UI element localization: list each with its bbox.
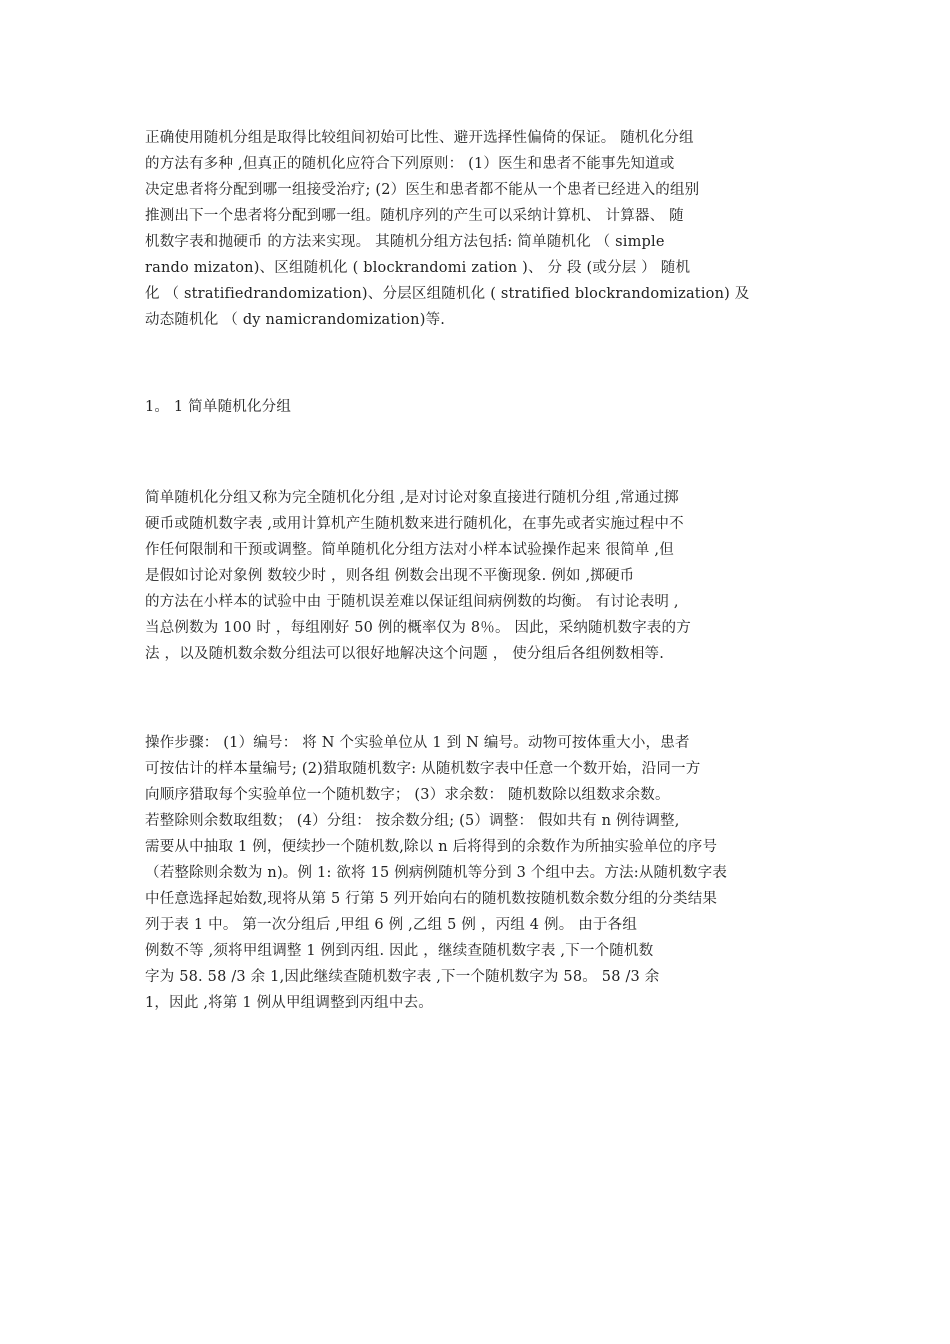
paragraph-intro xyxy=(145,125,810,333)
text-line: 需要从中抽取 1 例，便续抄一个随机数,除以 n 后将得到的余数作为所抽实验单位的序号 xyxy=(145,839,718,855)
text-line: 可按估计的样本量编号; (2)猎取随机数字: 从随机数字表中任意一个数开始，沿同一方 xyxy=(145,761,701,777)
text-line: 机数字表和抛硬币 的方法来实现。 其随机分组方法包括: 简单随机化 （ simple xyxy=(145,234,665,250)
text-line: 1，因此 ,将第 1 例从甲组调整到丙组中去。 xyxy=(145,995,433,1011)
section-heading-text: 1。 1 简单随机化分组 xyxy=(145,399,292,415)
section-heading xyxy=(145,394,810,420)
text-line: 动态随机化 （ dy namicrandomization)等. xyxy=(145,312,446,328)
text-line: 正确使用随机分组是取得比较组间初始可比性、避开选择性偏倚的保证。 随机化分组 xyxy=(145,130,694,146)
text-line: 化 （ stratifiedrandomization)、分层区组随机化 ( stratified blockrandomization) 及 xyxy=(145,286,750,302)
text-line: 中任意选择起始数,现将从第 5 行第 5 列开始向右的随机数按随机数余数分组的分类结果 xyxy=(145,891,718,907)
text-line: 的方法在小样本的试验中由 于随机误差难以保证组间病例数的均衡。 有讨论表明 , xyxy=(145,594,679,610)
paragraph-simple-randomization xyxy=(145,485,810,667)
text-line: 法 ，以及随机数余数分组法可以很好地解决这个问题 ， 使分组后各组例数相等. xyxy=(145,646,665,662)
text-line: 是假如讨论对象例 数较少时 ，则各组 例数会出现不平衡现象. 例如 ,掷硬币 xyxy=(145,568,635,584)
text-line: 简单随机化分组又称为完全随机化分组 ,是对讨论对象直接进行随机分组 ,常通过掷 xyxy=(145,490,679,506)
text-line: 决定患者将分配到哪一组接受治疗; (2）医生和患者都不能从一个患者已经进入的组别 xyxy=(145,182,700,198)
text-line: 的方法有多种 ,但真正的随机化应符合下列原则： (1）医生和患者不能事先知道或 xyxy=(145,156,675,172)
text-line: 作任何限制和干预或调整。简单随机化分组方法对小样本试验操作起来 很简单 ,但 xyxy=(145,542,674,558)
text-line: rando mizaton)、区组随机化 ( blockrandomi zation )、 分 段 (或分层 ） 随机 xyxy=(145,260,691,276)
text-line: 当总例数为 100 时 ，每组刚好 50 例的概率仅为 8％。 因此，采纳随机数字表的方 xyxy=(145,620,691,636)
text-line: 若整除则余数取组数； (4）分组： 按余数分组; (5）调整： 假如共有 n 例待调整, xyxy=(145,813,680,829)
text-line: 例数不等 ,须将甲组调整 1 例到丙组. 因此 ，继续查随机数字表 ,下一个随机数 xyxy=(145,943,654,959)
text-line: 硬币或随机数字表 ,或用计算机产生随机数来进行随机化，在事先或者实施过程中不 xyxy=(145,516,684,532)
text-line: 操作步骤： (1）编号： 将 N 个实验单位从 1 到 N 编号。动物可按体重大小，患者 xyxy=(145,735,690,751)
text-line: 字为 58. 58 /3 余 1,因此继续查随机数字表 ,下一个随机数字为 58。 58 /3 余 xyxy=(145,969,660,985)
text-line: （若整除则余数为 n)。例 1: 欲将 15 例病例随机等分到 3 个组中去。方法:从随机数字表 xyxy=(145,865,728,881)
text-line: 列于表 1 中。 第一次分组后 ,甲组 6 例 ,乙组 5 例 ，丙组 4 例。 由于各组 xyxy=(145,917,638,933)
text-line: 推测出下一个患者将分配到哪一组。随机序列的产生可以采纳计算机、 计算器、 随 xyxy=(145,208,684,224)
paragraph-procedure xyxy=(145,730,810,1016)
text-line: 向顺序猎取每个实验单位一个随机数字； (3）求余数： 随机数除以组数求余数。 xyxy=(145,787,670,803)
